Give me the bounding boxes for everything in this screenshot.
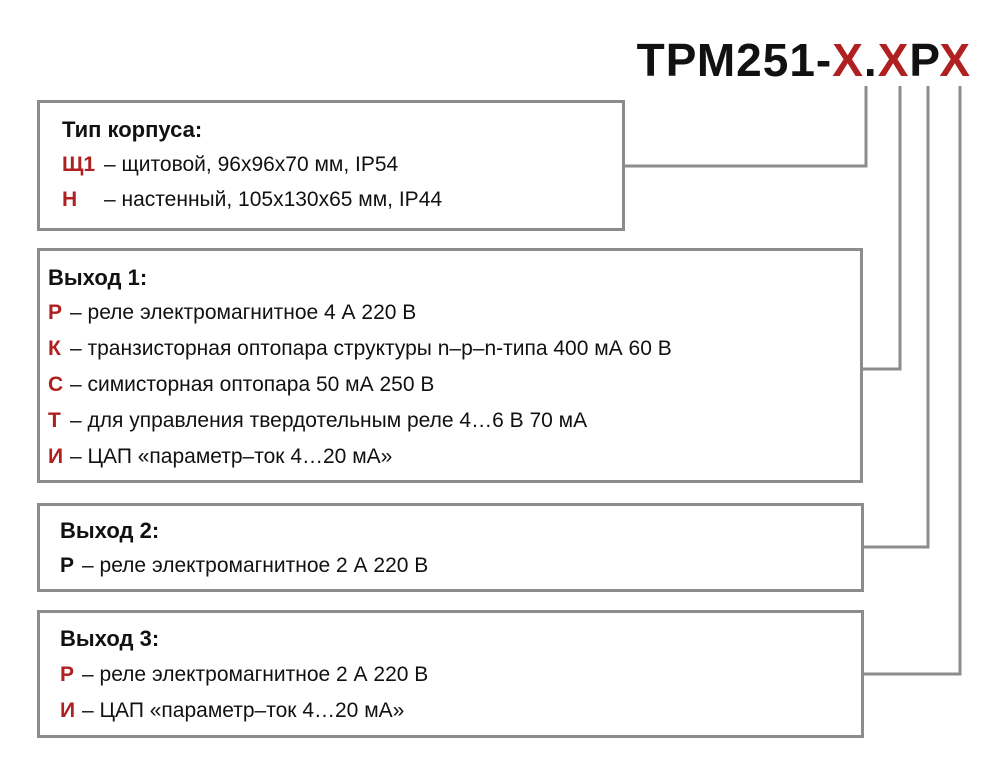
output3-option-text: – реле электромагнитное 2 А 220 В bbox=[82, 663, 429, 686]
output2-heading: Выход 2: bbox=[60, 518, 160, 543]
output2-box bbox=[37, 503, 864, 592]
output1-option-row bbox=[48, 373, 434, 397]
output1-option-code: Т bbox=[48, 409, 61, 432]
output1-option-row bbox=[48, 409, 587, 433]
model-code-output2: Р bbox=[909, 34, 940, 86]
output3-option-code: И bbox=[60, 699, 76, 722]
output1-option-text: – для управления твердотельным реле 4…6 В 70 мА bbox=[70, 409, 588, 432]
output1-option-code: С bbox=[48, 373, 64, 396]
output1-option-text: – симисторная оптопара 50 мА 250 В bbox=[70, 373, 435, 396]
output2-option-code: Р bbox=[60, 554, 75, 577]
output1-box bbox=[37, 248, 863, 483]
output3-option-text: – ЦАП «параметр–ток 4…20 мА» bbox=[82, 699, 405, 722]
output2-option-text: – реле электромагнитное 2 А 220 В bbox=[82, 554, 429, 577]
housing-option-text: – щитовой, 96х96х70 мм, IP54 bbox=[104, 153, 399, 176]
output1-option-row bbox=[48, 445, 392, 469]
output3-option-row bbox=[60, 663, 428, 687]
output1-option-row bbox=[48, 301, 416, 325]
output1-heading: Выход 1: bbox=[48, 265, 148, 290]
output3-heading: Выход 3: bbox=[60, 626, 160, 651]
output1-option-code: И bbox=[48, 445, 64, 468]
model-code-output3: Х bbox=[939, 34, 971, 86]
housing-option-code: Н bbox=[62, 188, 78, 211]
model-code-housing: Х bbox=[832, 34, 864, 86]
housing-type-heading: Тип корпуса: bbox=[62, 117, 203, 142]
output1-option-text: – транзисторная оптопара структуры n–p–n-типа 400 мА 60 В bbox=[70, 337, 672, 360]
housing-option-row bbox=[62, 153, 398, 177]
housing-option-row bbox=[62, 188, 442, 212]
housing-option-text: – настенный, 105х130х65 мм, IP44 bbox=[104, 188, 443, 211]
output1-option-code: Р bbox=[48, 301, 63, 324]
output1-option-row bbox=[48, 337, 672, 361]
model-code-dot: . bbox=[863, 34, 878, 86]
output3-option-row bbox=[60, 699, 404, 723]
housing-type-box bbox=[37, 100, 625, 231]
model-prefix: ТРМ251- bbox=[636, 34, 833, 86]
connector-output2 bbox=[862, 86, 928, 547]
output1-option-text: – ЦАП «параметр–ток 4…20 мА» bbox=[70, 445, 393, 468]
output1-option-text: – реле электромагнитное 4 А 220 В bbox=[70, 301, 417, 324]
model-code-output1: Х bbox=[877, 34, 910, 86]
output1-option-code: К bbox=[48, 337, 61, 360]
housing-option-code: Щ1 bbox=[62, 153, 96, 176]
output2-option-row bbox=[60, 554, 428, 578]
output3-box bbox=[37, 610, 864, 738]
connector-housing bbox=[622, 86, 866, 166]
model-code bbox=[637, 34, 971, 86]
output3-option-code: Р bbox=[60, 663, 75, 686]
connector-output3 bbox=[862, 86, 960, 674]
